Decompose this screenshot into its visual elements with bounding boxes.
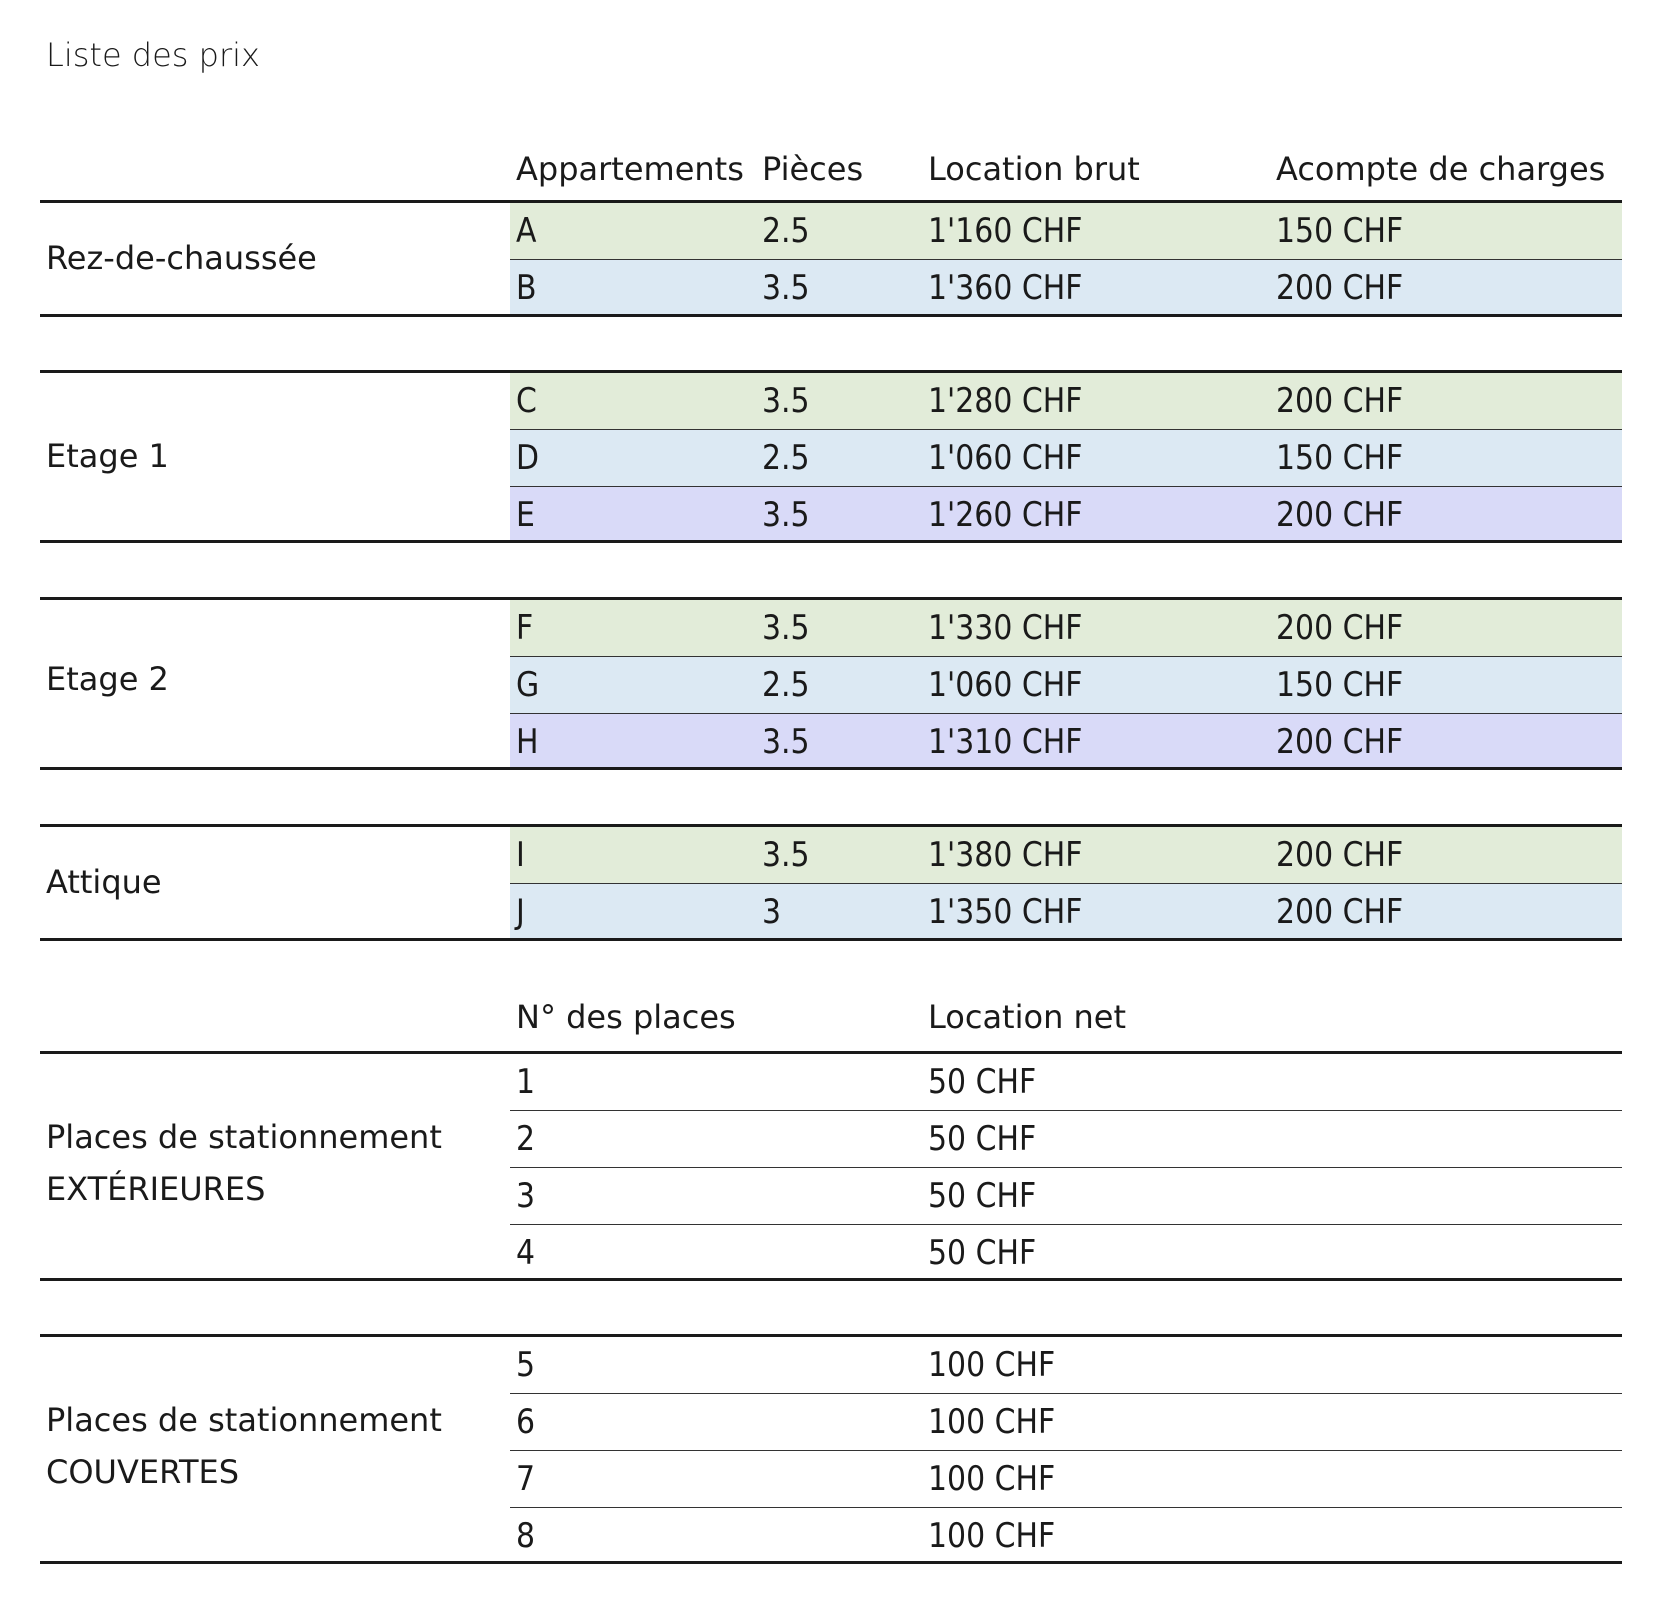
cell-apartment: J bbox=[516, 892, 525, 932]
section-etage-2 bbox=[40, 597, 1622, 770]
rows bbox=[510, 203, 1622, 316]
header-numero-places: N° des places bbox=[516, 998, 736, 1036]
cell-charges: 200 CHF bbox=[1276, 268, 1404, 308]
cell-rent: 50 CHF bbox=[928, 1062, 1037, 1102]
cell-charges: 200 CHF bbox=[1276, 722, 1404, 762]
cell-rent: 100 CHF bbox=[928, 1516, 1056, 1556]
rows bbox=[510, 1054, 1622, 1281]
cell-pieces: 3.5 bbox=[762, 495, 810, 535]
rows bbox=[510, 827, 1622, 940]
cell-place: 5 bbox=[516, 1345, 536, 1385]
table-row bbox=[510, 883, 1622, 940]
cell-place: 6 bbox=[516, 1402, 536, 1442]
cell-rent: 1'260 CHF bbox=[928, 495, 1083, 535]
rule bbox=[40, 1561, 1622, 1564]
section-label-line: COUVERTES bbox=[46, 1453, 240, 1491]
cell-place: 8 bbox=[516, 1516, 536, 1556]
section-label-line: Attique bbox=[46, 863, 162, 901]
cell-rent: 1'060 CHF bbox=[928, 438, 1083, 478]
section-attique bbox=[40, 824, 1622, 941]
cell-charges: 150 CHF bbox=[1276, 211, 1404, 251]
cell-rent: 1'280 CHF bbox=[928, 381, 1083, 421]
section-rez-de-chaussee bbox=[40, 200, 1622, 317]
section-label-line: Places de stationnement bbox=[46, 1401, 442, 1439]
cell-charges: 200 CHF bbox=[1276, 495, 1404, 535]
cell-rent: 50 CHF bbox=[928, 1119, 1037, 1159]
header-appartements: Appartements bbox=[516, 150, 744, 188]
table-row bbox=[510, 1450, 1622, 1507]
cell-charges: 200 CHF bbox=[1276, 381, 1404, 421]
rule bbox=[40, 314, 1622, 317]
rows bbox=[510, 600, 1622, 770]
table-row bbox=[510, 1337, 1622, 1393]
table-row bbox=[510, 486, 1622, 543]
header-location-brut: Location brut bbox=[928, 150, 1140, 188]
cell-apartment: F bbox=[516, 608, 534, 648]
cell-place: 2 bbox=[516, 1119, 536, 1159]
rule bbox=[40, 938, 1622, 941]
cell-pieces: 3.5 bbox=[762, 722, 810, 762]
section-places-exterieures bbox=[40, 1051, 1622, 1281]
table-row bbox=[510, 429, 1622, 486]
table-row bbox=[510, 1224, 1622, 1281]
section-label-line: Etage 2 bbox=[46, 660, 169, 698]
rows bbox=[510, 1337, 1622, 1564]
cell-pieces: 2.5 bbox=[762, 211, 810, 251]
table-row bbox=[510, 373, 1622, 429]
cell-apartment: D bbox=[516, 438, 540, 478]
table-row bbox=[510, 1054, 1622, 1110]
section-label bbox=[46, 856, 162, 908]
section-label-line: Rez-de-chaussée bbox=[46, 239, 317, 277]
cell-rent: 100 CHF bbox=[928, 1459, 1056, 1499]
cell-rent: 1'330 CHF bbox=[928, 608, 1083, 648]
section-label bbox=[46, 430, 169, 482]
cell-apartment: C bbox=[516, 381, 537, 421]
cell-charges: 200 CHF bbox=[1276, 608, 1404, 648]
cell-rent: 1'060 CHF bbox=[928, 665, 1083, 705]
cell-rent: 1'350 CHF bbox=[928, 892, 1083, 932]
table-row bbox=[510, 1110, 1622, 1167]
rule bbox=[40, 540, 1622, 543]
cell-rent: 1'160 CHF bbox=[928, 211, 1083, 251]
section-label bbox=[46, 1394, 442, 1498]
cell-rent: 50 CHF bbox=[928, 1233, 1037, 1273]
cell-apartment: B bbox=[516, 268, 537, 308]
cell-pieces: 3.5 bbox=[762, 835, 810, 875]
section-label-line: Etage 1 bbox=[46, 437, 169, 475]
table-row bbox=[510, 1167, 1622, 1224]
table-row bbox=[510, 203, 1622, 259]
cell-charges: 200 CHF bbox=[1276, 892, 1404, 932]
table-row bbox=[510, 827, 1622, 883]
section-label-line: EXTÉRIEURES bbox=[46, 1170, 266, 1208]
cell-apartment: A bbox=[516, 211, 537, 251]
section-label bbox=[46, 653, 169, 705]
table-row bbox=[510, 259, 1622, 316]
cell-pieces: 3.5 bbox=[762, 268, 810, 308]
table-row bbox=[510, 1393, 1622, 1450]
cell-rent: 1'380 CHF bbox=[928, 835, 1083, 875]
cell-place: 7 bbox=[516, 1459, 536, 1499]
rows bbox=[510, 373, 1622, 543]
cell-pieces: 3 bbox=[762, 892, 782, 932]
cell-rent: 100 CHF bbox=[928, 1402, 1056, 1442]
cell-rent: 50 CHF bbox=[928, 1176, 1037, 1216]
rule bbox=[40, 1278, 1622, 1281]
cell-place: 3 bbox=[516, 1176, 536, 1216]
section-label-line: Places de stationnement bbox=[46, 1118, 442, 1156]
section-etage-1 bbox=[40, 370, 1622, 543]
cell-pieces: 2.5 bbox=[762, 438, 810, 478]
cell-rent: 100 CHF bbox=[928, 1345, 1056, 1385]
table-row bbox=[510, 600, 1622, 656]
header-location-net: Location net bbox=[928, 998, 1127, 1036]
header-pieces: Pièces bbox=[762, 150, 864, 188]
table-row bbox=[510, 713, 1622, 770]
section-label bbox=[46, 232, 317, 284]
cell-pieces: 2.5 bbox=[762, 665, 810, 705]
table-row bbox=[510, 1507, 1622, 1564]
cell-place: 1 bbox=[516, 1062, 536, 1102]
page-title: Liste des prix bbox=[46, 36, 260, 74]
cell-apartment: E bbox=[516, 495, 535, 535]
cell-charges: 150 CHF bbox=[1276, 665, 1404, 705]
rule bbox=[40, 767, 1622, 770]
cell-charges: 200 CHF bbox=[1276, 835, 1404, 875]
cell-place: 4 bbox=[516, 1233, 536, 1273]
cell-apartment: I bbox=[516, 835, 525, 875]
header-acompte-charges: Acompte de charges bbox=[1276, 150, 1606, 188]
section-label bbox=[46, 1111, 442, 1215]
cell-rent: 1'360 CHF bbox=[928, 268, 1083, 308]
table-row bbox=[510, 656, 1622, 713]
cell-pieces: 3.5 bbox=[762, 608, 810, 648]
section-places-couvertes bbox=[40, 1334, 1622, 1564]
cell-charges: 150 CHF bbox=[1276, 438, 1404, 478]
cell-apartment: G bbox=[516, 665, 540, 705]
cell-apartment: H bbox=[516, 722, 539, 762]
cell-pieces: 3.5 bbox=[762, 381, 810, 421]
cell-rent: 1'310 CHF bbox=[928, 722, 1083, 762]
